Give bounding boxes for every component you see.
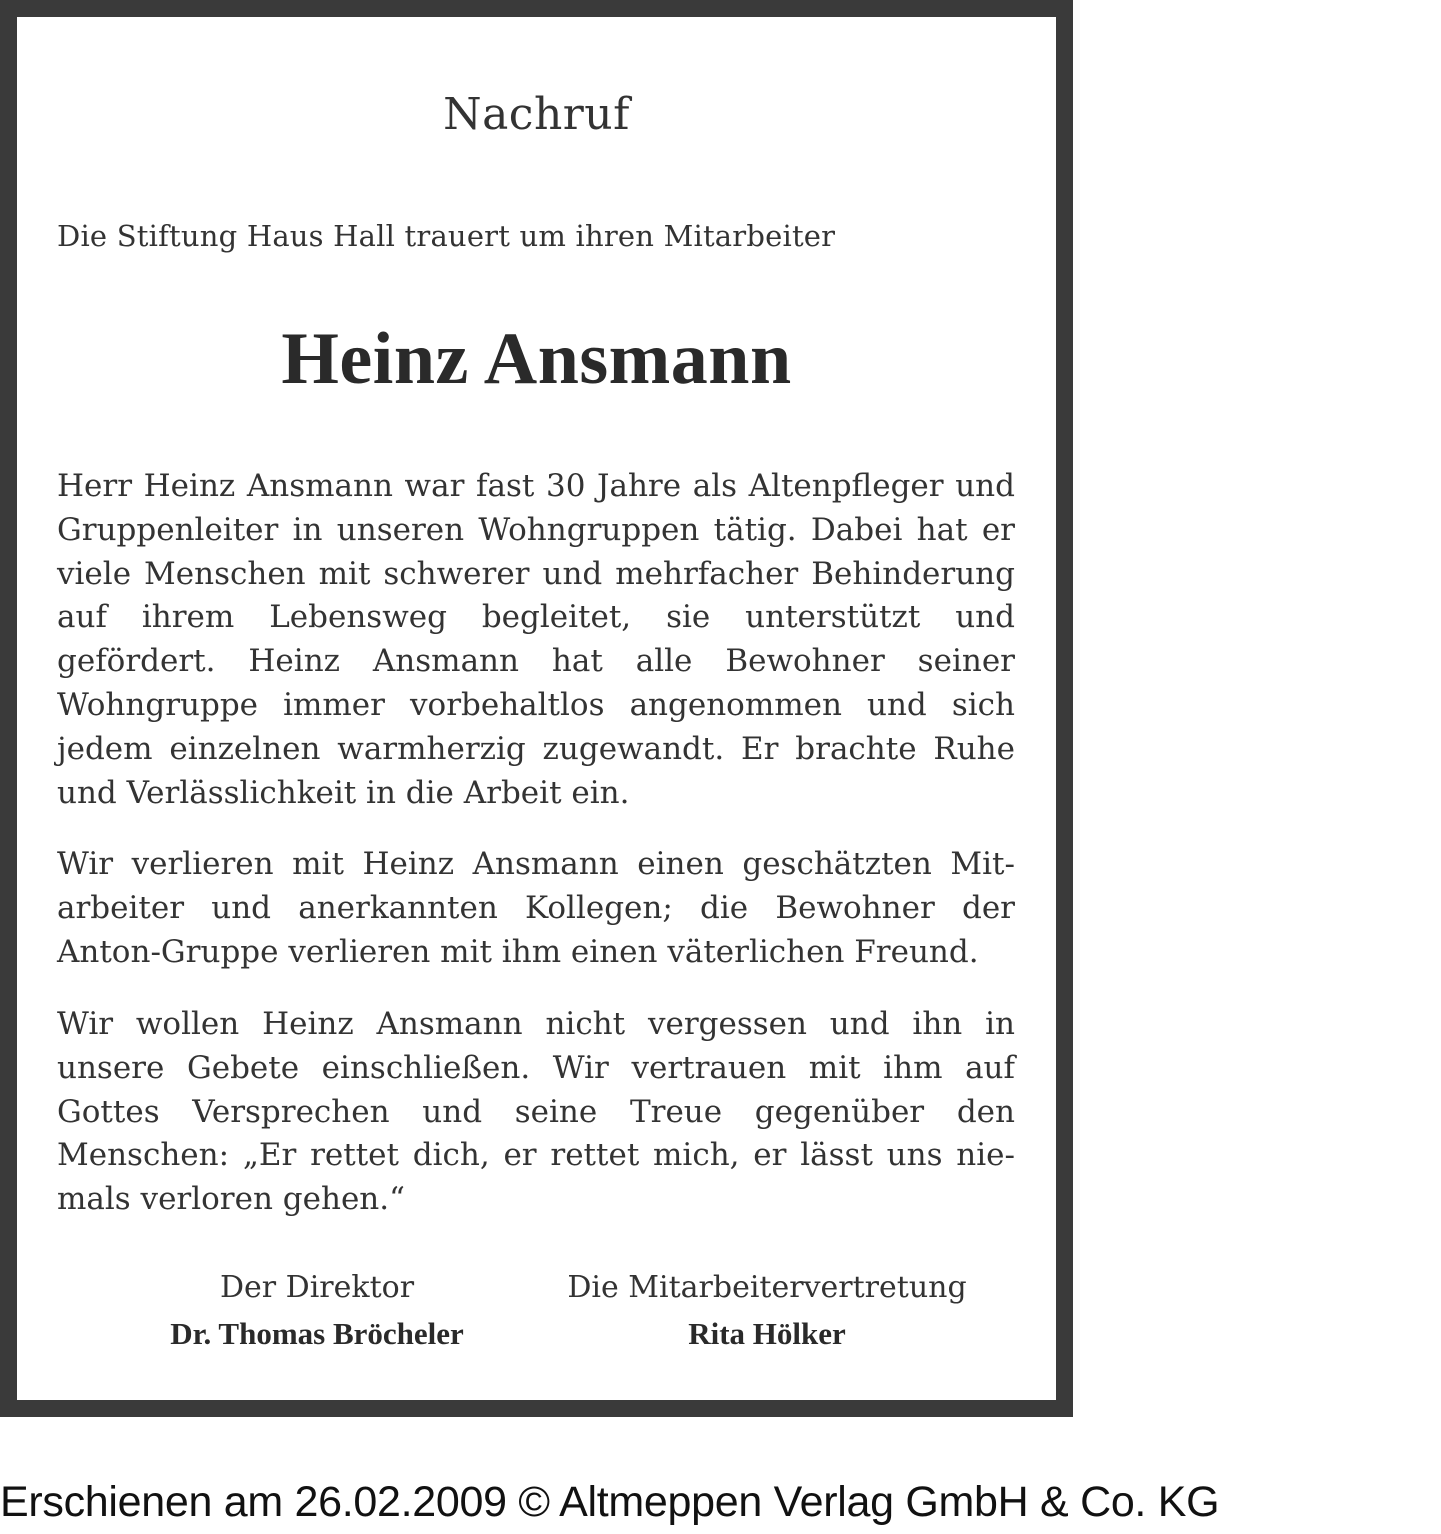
signature-role: Der Direktor <box>219 1270 415 1305</box>
publication-footer: Erschienen am 26.02.2009 © Altmeppen Verlag GmbH & Co. KG <box>0 1478 1220 1526</box>
signature-director <box>117 1270 517 1354</box>
notice-title: Nachruf <box>443 89 630 140</box>
signature-name: Rita Hölker <box>688 1316 846 1351</box>
notice-intro: Die Stiftung Haus Hall trauert um ihren Mitarbeiter <box>57 219 836 253</box>
deceased-name: Heinz Ansmann <box>281 318 792 400</box>
paragraph-loss: Wir verlieren mit Heinz Ansmann einen geschätzten Mitarbeiter und anerkannten Kollegen; die Bewohner der Anton-Gruppe verlieren mit ihm einen väterlichen Freund. <box>57 846 1015 970</box>
signature-staff-council <box>537 1270 997 1354</box>
paragraph-remembrance: Wir wollen Heinz Ansmann nicht vergessen und ihn in unsere Gebete einschließen. Wir vertrauen mit ihm auf Gottes Versprechen und seine Treue gegenüber den Menschen: „Er rettet dich, er rettet mich, er lässt uns niemals verloren gehen.“ <box>57 1006 1015 1218</box>
signature-name: Dr. Thomas Bröcheler <box>170 1316 464 1351</box>
paragraph-biography: Herr Heinz Ansmann war fast 30 Jahre als Altenpfleger und Gruppenleiter in unseren Wohngruppen tätig. Dabei hat er viele Menschen mit schwerer und mehrfacher Behinderung auf ihrem Lebensweg begleitet, sie unterstützt und gefördert. Heinz Ansmann hat alle Bewohner seiner Wohngruppe immer vorbehaltlos angenommen und sich jedem einzelnen warmherzig zugewandt. Er brachte Ruhe und Verlässlichkeit in die Arbeit ein. <box>57 468 1015 811</box>
signature-role: Die Mitarbeitervertretung <box>567 1270 967 1305</box>
